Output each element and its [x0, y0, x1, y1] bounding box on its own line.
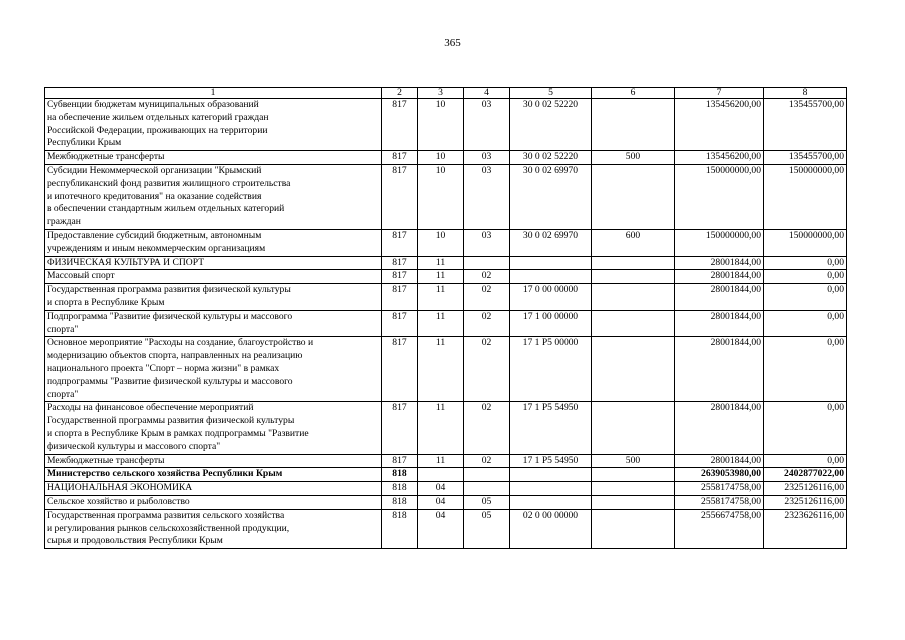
row-amount-cell: 2325126116,00	[764, 482, 847, 496]
table-row	[45, 337, 847, 402]
row-amount-cell: 0,00	[764, 256, 847, 270]
page-number: 365	[444, 37, 461, 49]
row-subsection-cell: 03	[464, 164, 510, 229]
row-target-article-cell: 17 1 P5 54950	[510, 454, 592, 468]
row-amount-cell: 2402877022,00	[764, 468, 847, 482]
row-name-cell: Субсидии Некоммерческой организации "Крымский республиканский фонд развития жилищного строительства и ипотечного кредитования" на оказание содействия в обеспечении стандартным жильем отдельных категорий граждан	[45, 164, 382, 229]
row-name-cell: Государственная программа развития физической культуры и спорта в Республике Крым	[45, 284, 382, 311]
row-expense-type-cell	[592, 495, 675, 509]
row-section-cell: 11	[418, 270, 464, 284]
row-code-cell: 817	[382, 164, 418, 229]
header-row	[45, 88, 847, 99]
table-row	[45, 454, 847, 468]
row-code-cell: 817	[382, 284, 418, 311]
column-header: 4	[464, 88, 510, 99]
row-section-cell: 11	[418, 337, 464, 402]
column-header: 6	[592, 88, 675, 99]
row-target-article-cell	[510, 270, 592, 284]
row-code-cell: 818	[382, 509, 418, 548]
row-name-cell: Министерство сельского хозяйства Республики Крым	[45, 468, 382, 482]
row-section-cell: 04	[418, 495, 464, 509]
row-expense-type-cell: 500	[592, 454, 675, 468]
row-amount-cell: 28001844,00	[675, 284, 764, 311]
row-expense-type-cell	[592, 468, 675, 482]
row-subsection-cell: 05	[464, 495, 510, 509]
row-amount-cell: 2556674758,00	[675, 509, 764, 548]
row-amount-cell: 2639053980,00	[675, 468, 764, 482]
row-target-article-cell: 17 1 P5 00000	[510, 337, 592, 402]
row-section-cell: 10	[418, 164, 464, 229]
row-amount-cell: 2558174758,00	[675, 482, 764, 496]
row-name-cell: Массовый спорт	[45, 270, 382, 284]
column-header: 7	[675, 88, 764, 99]
row-section-cell: 11	[418, 256, 464, 270]
row-subsection-cell: 03	[464, 99, 510, 151]
row-code-cell: 817	[382, 229, 418, 256]
row-target-article-cell	[510, 468, 592, 482]
row-section-cell: 10	[418, 229, 464, 256]
row-section-cell: 10	[418, 151, 464, 165]
row-target-article-cell: 30 0 02 52220	[510, 99, 592, 151]
row-amount-cell: 0,00	[764, 270, 847, 284]
row-target-article-cell: 17 1 P5 54950	[510, 402, 592, 454]
row-name-cell: НАЦИОНАЛЬНАЯ ЭКОНОМИКА	[45, 482, 382, 496]
row-amount-cell: 2558174758,00	[675, 495, 764, 509]
row-expense-type-cell: 600	[592, 229, 675, 256]
row-amount-cell: 150000000,00	[675, 229, 764, 256]
row-amount-cell: 0,00	[764, 284, 847, 311]
row-amount-cell: 150000000,00	[764, 164, 847, 229]
table-row	[45, 509, 847, 548]
row-name-cell: Государственная программа развития сельского хозяйства и регулирования рынков сельскохозяйственной продукции, сырья и продовольствия Республики Крым	[45, 509, 382, 548]
row-name-cell: ФИЗИЧЕСКАЯ КУЛЬТУРА И СПОРТ	[45, 256, 382, 270]
row-amount-cell: 150000000,00	[675, 164, 764, 229]
row-amount-cell: 150000000,00	[764, 229, 847, 256]
row-name-cell: Субвенции бюджетам муниципальных образований на обеспечение жильем отдельных категорий граждан Российской Федерации, проживающих на территории Республики Крым	[45, 99, 382, 151]
row-subsection-cell: 02	[464, 402, 510, 454]
table-row	[45, 151, 847, 165]
row-code-cell: 817	[382, 454, 418, 468]
row-expense-type-cell	[592, 337, 675, 402]
row-code-cell: 817	[382, 402, 418, 454]
row-code-cell: 817	[382, 151, 418, 165]
row-target-article-cell: 17 0 00 00000	[510, 284, 592, 311]
row-section-cell: 11	[418, 310, 464, 337]
row-name-cell: Сельское хозяйство и рыболовство	[45, 495, 382, 509]
row-target-article-cell: 30 0 02 69970	[510, 229, 592, 256]
row-target-article-cell: 02 0 00 00000	[510, 509, 592, 548]
row-amount-cell: 28001844,00	[675, 256, 764, 270]
row-expense-type-cell	[592, 256, 675, 270]
table-row	[45, 495, 847, 509]
row-amount-cell: 28001844,00	[675, 454, 764, 468]
row-subsection-cell	[464, 256, 510, 270]
row-name-cell: Основное мероприятие "Расходы на создание, благоустройство и модернизацию объектов спорта, направленных на реализацию национального проекта "Спорт – норма жизни" в рамках подпрограммы "Развитие физической культуры и массового спорта"	[45, 337, 382, 402]
table-row	[45, 482, 847, 496]
row-code-cell: 818	[382, 482, 418, 496]
row-target-article-cell: 30 0 02 52220	[510, 151, 592, 165]
row-name-cell: Межбюджетные трансферты	[45, 151, 382, 165]
row-subsection-cell	[464, 468, 510, 482]
row-name-cell: Межбюджетные трансферты	[45, 454, 382, 468]
row-code-cell: 817	[382, 337, 418, 402]
row-expense-type-cell	[592, 284, 675, 311]
column-header: 5	[510, 88, 592, 99]
row-section-cell: 11	[418, 402, 464, 454]
row-target-article-cell: 17 1 00 00000	[510, 310, 592, 337]
row-code-cell: 818	[382, 468, 418, 482]
row-expense-type-cell	[592, 164, 675, 229]
row-subsection-cell: 02	[464, 454, 510, 468]
row-section-cell: 11	[418, 454, 464, 468]
row-amount-cell: 0,00	[764, 402, 847, 454]
row-amount-cell: 0,00	[764, 337, 847, 402]
row-section-cell: 04	[418, 482, 464, 496]
table-row	[45, 402, 847, 454]
row-expense-type-cell	[592, 99, 675, 151]
row-expense-type-cell	[592, 310, 675, 337]
row-amount-cell: 135456200,00	[675, 99, 764, 151]
row-amount-cell: 135456200,00	[675, 151, 764, 165]
table-row	[45, 164, 847, 229]
table-row	[45, 310, 847, 337]
column-header: 3	[418, 88, 464, 99]
row-amount-cell: 135455700,00	[764, 151, 847, 165]
row-subsection-cell: 02	[464, 284, 510, 311]
column-header: 1	[45, 88, 382, 99]
row-amount-cell: 0,00	[764, 310, 847, 337]
row-name-cell: Подпрограмма "Развитие физической культуры и массового спорта"	[45, 310, 382, 337]
row-code-cell: 817	[382, 270, 418, 284]
row-expense-type-cell	[592, 270, 675, 284]
row-subsection-cell: 03	[464, 151, 510, 165]
row-expense-type-cell	[592, 509, 675, 548]
table-row	[45, 468, 847, 482]
row-amount-cell: 2323626116,00	[764, 509, 847, 548]
row-target-article-cell	[510, 482, 592, 496]
row-code-cell: 817	[382, 310, 418, 337]
row-amount-cell: 28001844,00	[675, 310, 764, 337]
row-section-cell: 10	[418, 99, 464, 151]
row-subsection-cell: 02	[464, 337, 510, 402]
row-subsection-cell: 05	[464, 509, 510, 548]
row-target-article-cell	[510, 256, 592, 270]
row-code-cell: 817	[382, 99, 418, 151]
row-section-cell: 04	[418, 509, 464, 548]
row-amount-cell: 28001844,00	[675, 337, 764, 402]
row-code-cell: 817	[382, 256, 418, 270]
row-amount-cell: 28001844,00	[675, 270, 764, 284]
row-target-article-cell	[510, 495, 592, 509]
budget-table	[44, 87, 847, 549]
row-expense-type-cell	[592, 482, 675, 496]
table-row	[45, 256, 847, 270]
table-row	[45, 270, 847, 284]
row-subsection-cell	[464, 482, 510, 496]
row-name-cell: Предоставление субсидий бюджетным, автономным учреждениям и иным некоммерческим организациям	[45, 229, 382, 256]
table-row	[45, 229, 847, 256]
row-amount-cell: 135455700,00	[764, 99, 847, 151]
row-subsection-cell: 03	[464, 229, 510, 256]
row-expense-type-cell	[592, 402, 675, 454]
row-target-article-cell: 30 0 02 69970	[510, 164, 592, 229]
row-name-cell: Расходы на финансовое обеспечение мероприятий Государственной программы развития физической культуры и спорта в Республике Крым в рамках подпрограммы "Развитие физической культуры и массового спорта"	[45, 402, 382, 454]
row-section-cell	[418, 468, 464, 482]
row-code-cell: 818	[382, 495, 418, 509]
column-header: 2	[382, 88, 418, 99]
column-header: 8	[764, 88, 847, 99]
row-subsection-cell: 02	[464, 270, 510, 284]
row-amount-cell: 2325126116,00	[764, 495, 847, 509]
row-amount-cell: 0,00	[764, 454, 847, 468]
row-amount-cell: 28001844,00	[675, 402, 764, 454]
row-section-cell: 11	[418, 284, 464, 311]
row-subsection-cell: 02	[464, 310, 510, 337]
row-expense-type-cell: 500	[592, 151, 675, 165]
table-row	[45, 99, 847, 151]
table-row	[45, 284, 847, 311]
